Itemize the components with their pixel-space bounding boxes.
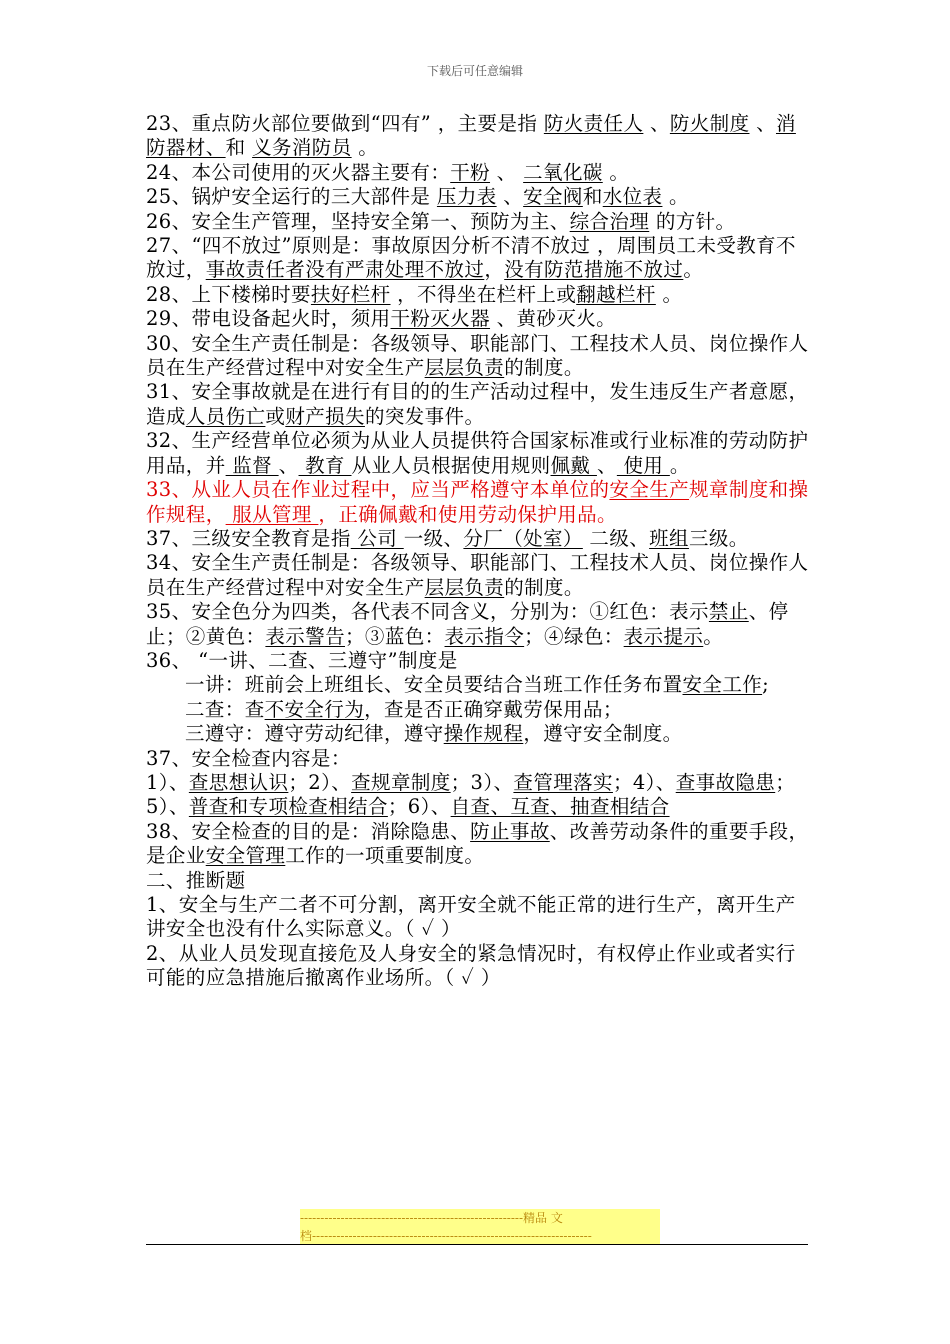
- question-36-title: 36、 “一讲、二查、三遵守”制度是: [146, 648, 458, 672]
- question-35: 35、安全色分为四类，各代表不同含义，分别为：①红色：表示禁止、停止；②黄色：表示警告；③蓝色：表示指令；④绿色：表示提示。: [146, 600, 789, 648]
- footer-line-2: 档---------------------------------------------------------------------: [300, 1229, 592, 1243]
- judgment-1: 1、安全与生产二者不可分割，离开安全就不能正常的进行生产，离开生产讲安全也没有什么实际意义。（ ✓ ）: [146, 893, 796, 941]
- document-body: [146, 112, 810, 991]
- footer-rule: [146, 1244, 808, 1245]
- question-33-highlighted: 33、从业人员在作业过程中，应当严格遵守本单位的安全生产规章制度和操作规程， 服从管理 ，正确佩戴和使用劳动保护用品。: [146, 478, 809, 526]
- footer-line-1: -------------------------------------------------------精品 文: [300, 1211, 563, 1225]
- question-32: 32、生产经营单位必须为从业人员提供符合国家标准或行业标准的劳动防护用品，并 监督 、 教育 从业人员根据使用规则佩戴 、 使用 。: [146, 429, 809, 477]
- question-28: 28、上下楼梯时要扶好栏杆 ，不得坐在栏杆上或翻越栏杆 。: [146, 282, 683, 306]
- question-25: 25、锅炉安全运行的三大部件是 压力表 、安全阀和水位表 。: [146, 185, 689, 209]
- question-24: 24、本公司使用的灭火器主要有：干粉 、 二氧化碳 。: [146, 160, 630, 184]
- question-37-education: 37、三级安全教育是指 公司 一级、分厂（处室） 二级、班组三级。: [146, 526, 749, 550]
- question-34: 34、安全生产责任制是：各级领导、职能部门、工程技术人员、岗位操作人员在生产经营过程中对安全生产层层负责的制度。: [146, 551, 809, 599]
- question-37-items: 1）、查思想认识；2）、查规章制度；3）、查管理落实；4）、查事故隐患；5）、普查和专项检查相结合；6）、自查、互查、抽查相结合: [146, 770, 796, 819]
- question-31: 31、安全事故就是在进行有目的的生产活动过程中，发生违反生产者意愿，造成人员伤亡或财产损失的突发事件。: [146, 380, 809, 428]
- question-27: 27、“四不放过”原则是：事故原因分析不清不放过 ，周围员工未受教育不放过，事故责任者没有严肃处理不放过，没有防范措施不放过。: [146, 234, 796, 282]
- footer-watermark: [300, 1209, 660, 1245]
- question-38: 38、安全检查的目的是：消除隐患、防止事故、改善劳动条件的重要手段，是企业安全管理工作的一项重要制度。: [146, 819, 809, 868]
- judgment-2: 2、从业人员发现直接危及人身安全的紧急情况时，有权停止作业或者实行可能的应急措施后撤离作业场所。（ ✓ ）: [146, 941, 796, 990]
- question-36-line-2: 二查：查不安全行为，查是否正确穿戴劳保用品；: [185, 697, 623, 721]
- section-2-heading: 二、推断题: [146, 868, 246, 892]
- question-37-title: 37、安全检查内容是：: [146, 746, 351, 770]
- page-header: 下载后可任意编辑: [426, 64, 523, 78]
- question-26: 26、安全生产管理，坚持安全第一、预防为主、综合治理 的方针。: [146, 209, 736, 233]
- question-36-line-1: 一讲：班前会上班组长、安全员要结合当班工作任务布置安全工作;: [185, 673, 770, 697]
- question-23: 23、重点防火部位要做到“四有” ，主要是指 防火责任人 、防火制度 、消防器材、和 义务消防员 。: [146, 112, 796, 160]
- question-30: 30、安全生产责任制是：各级领导、职能部门、工程技术人员、岗位操作人员在生产经营过程中对安全生产层层负责的制度。: [146, 331, 809, 380]
- question-29: 29、带电设备起火时，须用干粉灭火器 、黄砂灭火。: [146, 307, 617, 331]
- question-36-line-3: 三遵守：遵守劳动纪律，遵守操作规程，遵守安全制度。: [185, 722, 683, 746]
